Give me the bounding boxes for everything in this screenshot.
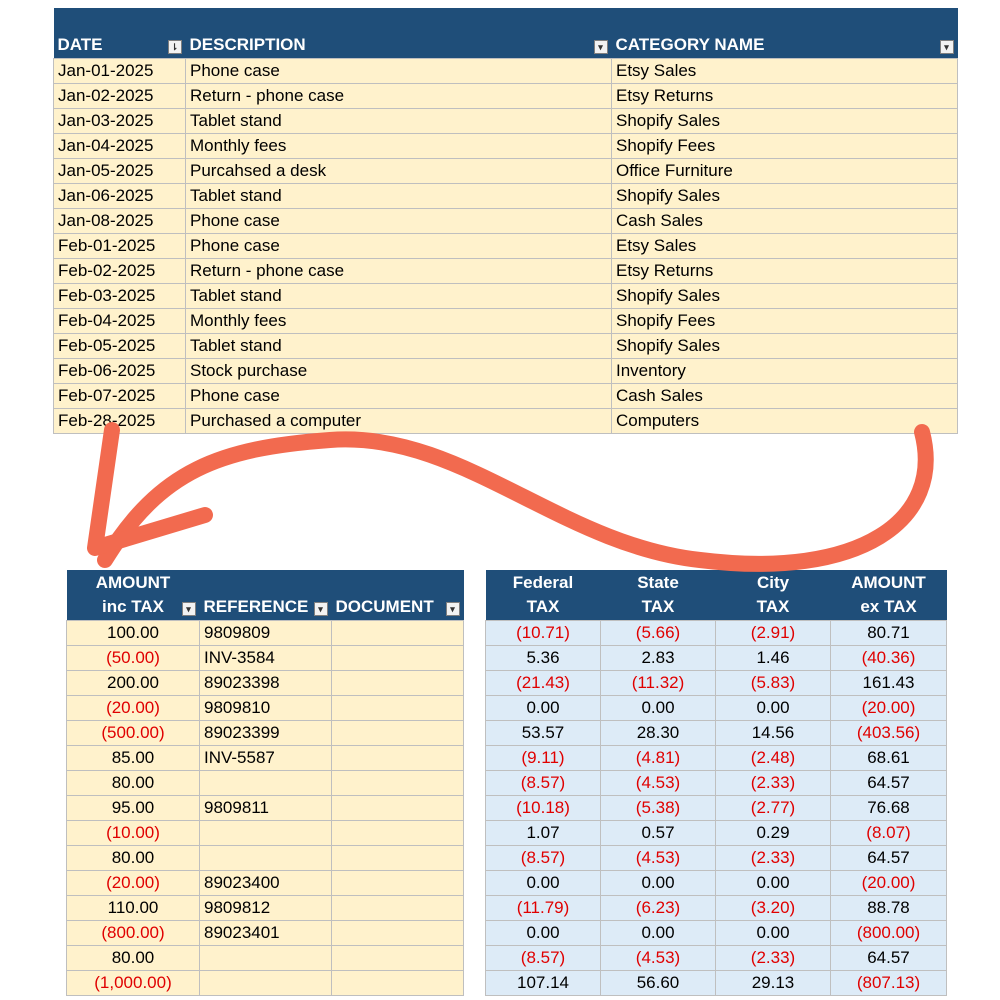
date-cell[interactable]: Jan-02-2025 [54, 83, 186, 108]
tax-value-cell[interactable]: 0.00 [486, 695, 601, 720]
description-cell[interactable]: Phone case [186, 233, 612, 258]
date-cell[interactable]: Feb-04-2025 [54, 308, 186, 333]
reference-cell[interactable]: 9809811 [200, 795, 332, 820]
date-header[interactable]: DATE ⇂ [54, 33, 186, 58]
category-cell[interactable]: Shopify Sales [612, 283, 958, 308]
reference-header[interactable]: REFERENCE ▾ [200, 595, 332, 620]
tax-value-cell[interactable]: 56.60 [601, 970, 716, 995]
amount-inc-tax-cell[interactable]: (500.00) [67, 720, 200, 745]
tax-value-cell[interactable]: (4.53) [601, 845, 716, 870]
date-cell[interactable]: Feb-05-2025 [54, 333, 186, 358]
date-cell[interactable]: Feb-28-2025 [54, 408, 186, 433]
tax-value-cell[interactable]: (2.91) [716, 620, 831, 645]
tax-value-cell[interactable]: 0.00 [486, 920, 601, 945]
description-cell[interactable]: Monthly fees [186, 308, 612, 333]
tax-value-cell[interactable]: (403.56) [831, 720, 947, 745]
tax-header-line1: City [716, 570, 831, 595]
tax-value-cell[interactable]: (8.57) [486, 770, 601, 795]
description-cell[interactable]: Return - phone case [186, 258, 612, 283]
tax-value-cell[interactable]: (3.20) [716, 895, 831, 920]
amount-inc-tax-cell[interactable]: 95.00 [67, 795, 200, 820]
description-cell[interactable]: Tablet stand [186, 108, 612, 133]
category-cell[interactable]: Shopify Sales [612, 333, 958, 358]
reference-cell[interactable]: 89023400 [200, 870, 332, 895]
description-cell[interactable]: Tablet stand [186, 183, 612, 208]
tax-value-cell[interactable]: (2.48) [716, 745, 831, 770]
category-cell[interactable]: Computers [612, 408, 958, 433]
amount-inc-tax-cell[interactable]: (1,000.00) [67, 970, 200, 995]
date-cell[interactable]: Jan-08-2025 [54, 208, 186, 233]
tax-value-cell[interactable]: 64.57 [831, 845, 947, 870]
date-cell[interactable]: Jan-04-2025 [54, 133, 186, 158]
tax-value-cell[interactable]: (40.36) [831, 645, 947, 670]
description-cell[interactable]: Monthly fees [186, 133, 612, 158]
category-cell[interactable]: Cash Sales [612, 383, 958, 408]
tax-value-cell[interactable]: 80.71 [831, 620, 947, 645]
tax-value-cell[interactable]: (2.33) [716, 845, 831, 870]
reference-cell[interactable]: 9809809 [200, 620, 332, 645]
tax-header-line1: Federal [486, 570, 601, 595]
tax-value-cell[interactable]: 0.29 [716, 820, 831, 845]
tax-value-cell[interactable]: (5.66) [601, 620, 716, 645]
tax-value-cell[interactable]: 0.57 [601, 820, 716, 845]
amount-inc-tax-cell[interactable]: (20.00) [67, 870, 200, 895]
description-cell[interactable]: Stock purchase [186, 358, 612, 383]
category-cell[interactable]: Office Furniture [612, 158, 958, 183]
tax-value-cell[interactable]: 14.56 [716, 720, 831, 745]
description-header[interactable]: DESCRIPTION ▾ [186, 33, 612, 58]
reference-cell[interactable]: 89023399 [200, 720, 332, 745]
tax-value-cell[interactable]: 64.57 [831, 770, 947, 795]
reference-cell[interactable]: 89023401 [200, 920, 332, 945]
tax-value-cell[interactable]: (8.07) [831, 820, 947, 845]
tax-value-cell[interactable]: 0.00 [486, 870, 601, 895]
tax-value-cell[interactable]: (4.53) [601, 770, 716, 795]
amount-inc-tax-cell[interactable]: 200.00 [67, 670, 200, 695]
category-cell[interactable]: Shopify Sales [612, 183, 958, 208]
tax-value-cell[interactable]: 76.68 [831, 795, 947, 820]
date-cell[interactable]: Feb-07-2025 [54, 383, 186, 408]
filter-dropdown-icon[interactable]: ▾ [940, 40, 954, 54]
tax-value-cell[interactable]: 64.57 [831, 945, 947, 970]
date-cell[interactable]: Jan-01-2025 [54, 58, 186, 83]
date-cell[interactable]: Jan-05-2025 [54, 158, 186, 183]
category-cell[interactable]: Etsy Sales [612, 233, 958, 258]
category-header[interactable]: CATEGORY NAME ▾ [612, 33, 958, 58]
amount-inc-tax-cell[interactable]: (20.00) [67, 695, 200, 720]
date-cell[interactable]: Jan-03-2025 [54, 108, 186, 133]
category-cell[interactable]: Etsy Returns [612, 83, 958, 108]
tax-value-cell[interactable]: 5.36 [486, 645, 601, 670]
tax-header-line1: AMOUNT [831, 570, 947, 595]
document-header[interactable]: DOCUMENT ▾ [332, 595, 464, 620]
amount-inc-tax-cell[interactable]: (800.00) [67, 920, 200, 945]
tax-value-cell[interactable]: (6.23) [601, 895, 716, 920]
amount-inc-tax-cell[interactable]: (10.00) [67, 820, 200, 845]
tax-value-cell[interactable]: (4.53) [601, 945, 716, 970]
tax-value-cell[interactable]: 107.14 [486, 970, 601, 995]
category-cell[interactable]: Etsy Returns [612, 258, 958, 283]
reference-cell[interactable]: 9809812 [200, 895, 332, 920]
filter-dropdown-icon[interactable]: ▾ [446, 602, 460, 616]
tax-value-cell[interactable]: (10.71) [486, 620, 601, 645]
date-cell[interactable]: Feb-01-2025 [54, 233, 186, 258]
tax-value-cell[interactable]: 0.00 [601, 695, 716, 720]
tax-value-cell[interactable]: 1.46 [716, 645, 831, 670]
reference-cell[interactable]: INV-5587 [200, 745, 332, 770]
category-cell[interactable]: Shopify Fees [612, 308, 958, 333]
category-cell[interactable]: Etsy Sales [612, 58, 958, 83]
amount-inc-tax-cell[interactable]: 80.00 [67, 945, 200, 970]
category-cell[interactable]: Shopify Fees [612, 133, 958, 158]
tax-value-cell[interactable]: 0.00 [716, 870, 831, 895]
amount-inc-tax-header[interactable]: inc TAX ▾ [67, 595, 200, 620]
amount-inc-tax-cell[interactable]: 80.00 [67, 770, 200, 795]
tax-value-cell[interactable]: (9.11) [486, 745, 601, 770]
date-cell[interactable]: Jan-06-2025 [54, 183, 186, 208]
tax-value-cell[interactable]: (8.57) [486, 845, 601, 870]
tax-value-cell[interactable]: 88.78 [831, 895, 947, 920]
tax-header-line2: TAX [601, 595, 716, 620]
tax-value-cell[interactable]: 1.07 [486, 820, 601, 845]
description-cell[interactable]: Phone case [186, 383, 612, 408]
category-cell[interactable]: Cash Sales [612, 208, 958, 233]
tax-header-line2: TAX [716, 595, 831, 620]
tax-value-cell[interactable]: (5.83) [716, 670, 831, 695]
tax-value-cell[interactable]: (8.57) [486, 945, 601, 970]
description-cell[interactable]: Tablet stand [186, 333, 612, 358]
tax-value-cell[interactable]: (21.43) [486, 670, 601, 695]
tax-value-cell[interactable]: 29.13 [716, 970, 831, 995]
reference-cell[interactable]: 9809810 [200, 695, 332, 720]
amount-inc-tax-cell[interactable]: 80.00 [67, 845, 200, 870]
description-cell[interactable]: Phone case [186, 208, 612, 233]
description-cell[interactable]: Tablet stand [186, 283, 612, 308]
tax-value-cell[interactable]: (10.18) [486, 795, 601, 820]
tax-value-cell[interactable]: (11.79) [486, 895, 601, 920]
tax-header-line1: State [601, 570, 716, 595]
date-cell[interactable]: Feb-03-2025 [54, 283, 186, 308]
description-cell[interactable]: Purchased a computer [186, 408, 612, 433]
tax-value-cell[interactable]: (2.33) [716, 945, 831, 970]
tax-value-cell[interactable]: 161.43 [831, 670, 947, 695]
tax-value-cell[interactable]: (4.81) [601, 745, 716, 770]
filter-dropdown-icon[interactable]: ▾ [182, 602, 196, 616]
description-cell[interactable]: Purcahsed a desk [186, 158, 612, 183]
tax-header-line2: ex TAX [831, 595, 947, 620]
tax-header-line2: TAX [486, 595, 601, 620]
tax-value-cell[interactable]: 28.30 [601, 720, 716, 745]
tax-value-cell[interactable]: 0.00 [716, 920, 831, 945]
description-cell[interactable]: Return - phone case [186, 83, 612, 108]
tax-value-cell[interactable]: 68.61 [831, 745, 947, 770]
tax-value-cell[interactable]: (20.00) [831, 695, 947, 720]
amount-inc-tax-cell[interactable]: (50.00) [67, 645, 200, 670]
tax-value-cell[interactable]: (2.77) [716, 795, 831, 820]
tax-value-cell[interactable]: 2.83 [601, 645, 716, 670]
category-cell[interactable]: Inventory [612, 358, 958, 383]
reference-cell[interactable]: 89023398 [200, 670, 332, 695]
date-cell[interactable]: Feb-02-2025 [54, 258, 186, 283]
tax-value-cell[interactable]: 0.00 [601, 920, 716, 945]
tax-value-cell[interactable]: (5.38) [601, 795, 716, 820]
reference-cell[interactable]: INV-3584 [200, 645, 332, 670]
amount-inc-tax-cell[interactable]: 85.00 [67, 745, 200, 770]
amount-inc-tax-cell[interactable]: 100.00 [67, 620, 200, 645]
amount-header-line1: AMOUNT [67, 570, 200, 595]
tax-value-cell[interactable]: (2.33) [716, 770, 831, 795]
amount-inc-tax-cell[interactable]: 110.00 [67, 895, 200, 920]
sort-filter-icon[interactable]: ⇂ [168, 40, 182, 54]
tax-value-cell[interactable]: 0.00 [601, 870, 716, 895]
category-cell[interactable]: Shopify Sales [612, 108, 958, 133]
tax-value-cell[interactable]: 53.57 [486, 720, 601, 745]
filter-dropdown-icon[interactable]: ▾ [594, 40, 608, 54]
date-cell[interactable]: Feb-06-2025 [54, 358, 186, 383]
tax-value-cell[interactable]: (20.00) [831, 870, 947, 895]
filter-dropdown-icon[interactable]: ▾ [314, 602, 328, 616]
tax-value-cell[interactable]: 0.00 [716, 695, 831, 720]
tax-value-cell[interactable]: (807.13) [831, 970, 947, 995]
tax-value-cell[interactable]: (800.00) [831, 920, 947, 945]
description-cell[interactable]: Phone case [186, 58, 612, 83]
tax-value-cell[interactable]: (11.32) [601, 670, 716, 695]
